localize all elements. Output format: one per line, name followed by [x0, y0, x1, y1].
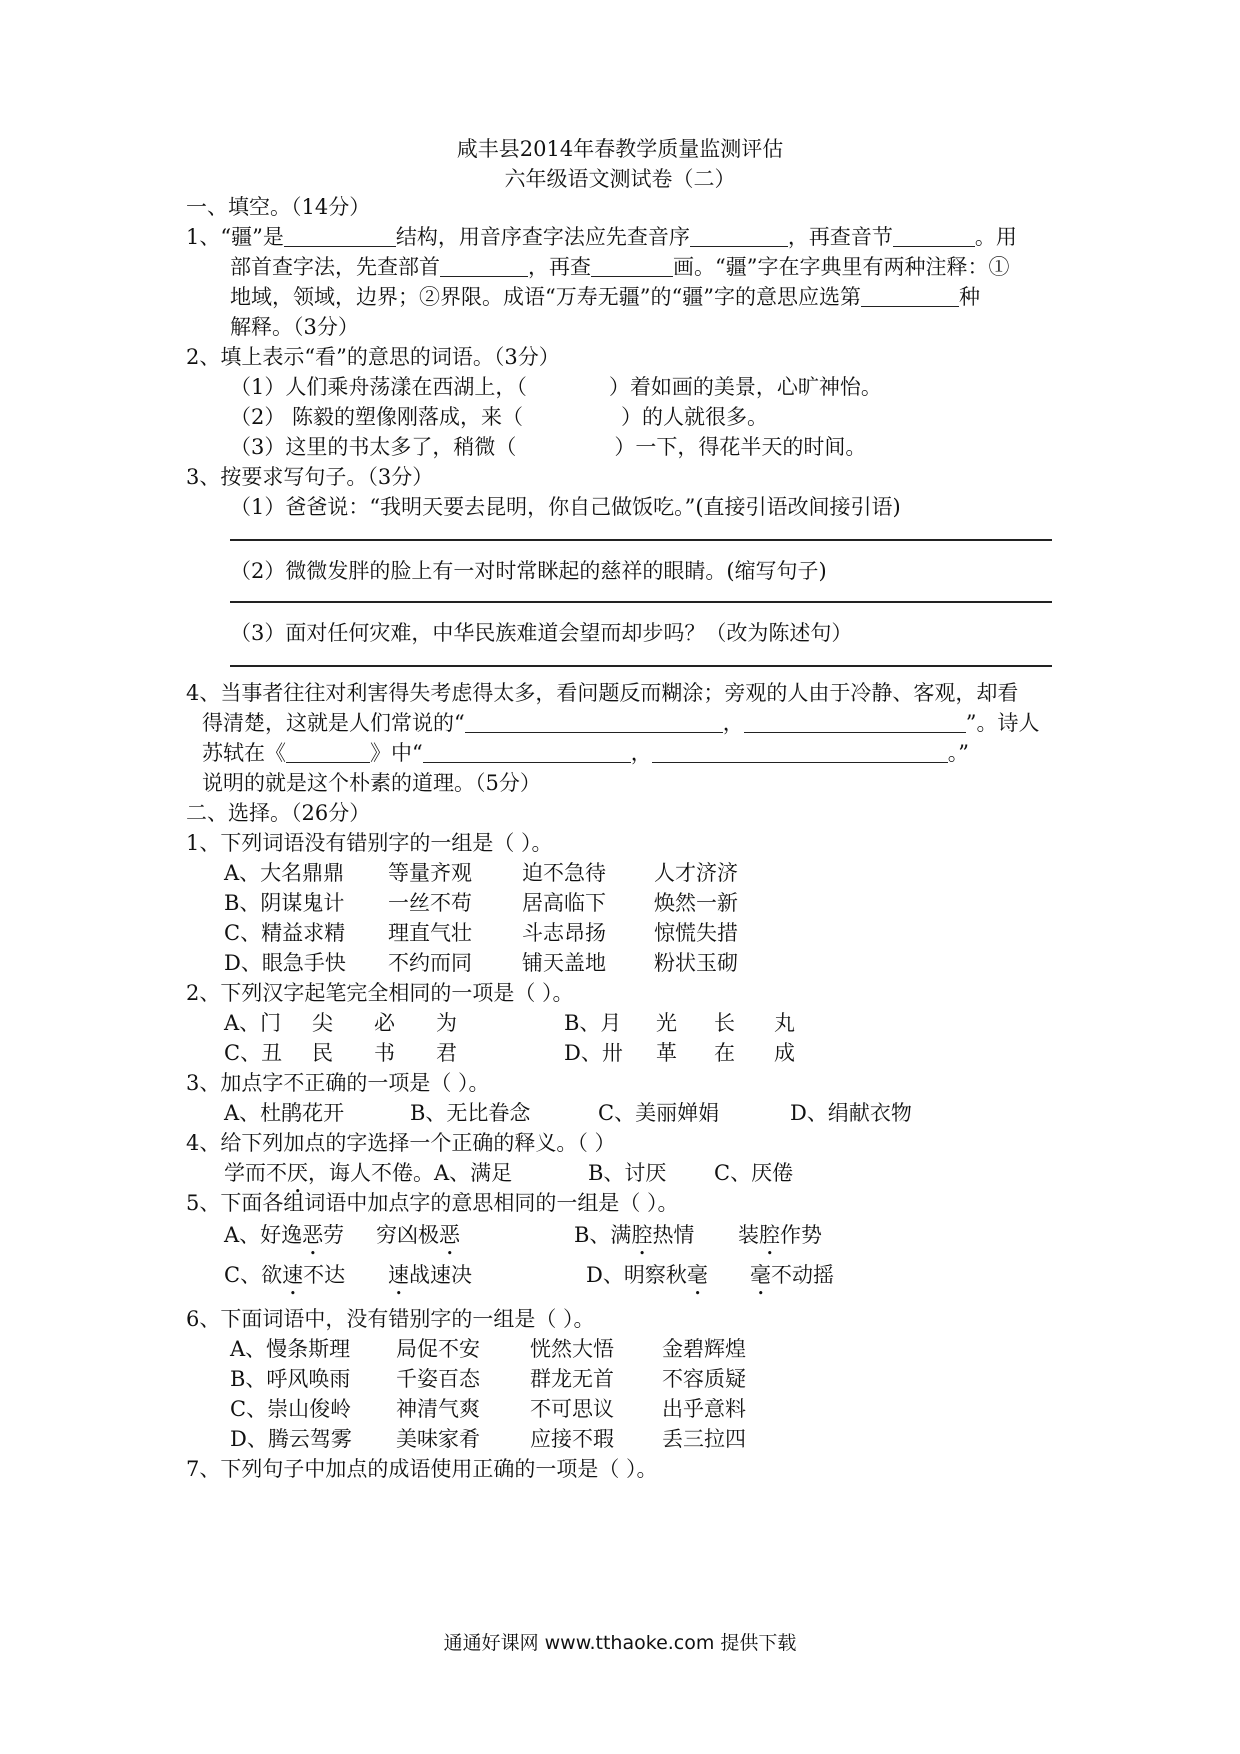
answer-line[interactable]	[230, 665, 1052, 667]
s2-q2-option-b: B、月 光 长 丸	[564, 1011, 795, 1035]
exam-subtitle: 六年级语文测试卷（二）	[504, 167, 736, 191]
answer-blank[interactable]	[652, 740, 948, 763]
s2-q1-option-a: A、大名鼎鼎 等量齐观 迫不急待 人才济济	[224, 861, 738, 885]
answer-blank[interactable]	[744, 710, 966, 733]
s2-q6-option-b: B、呼风唤雨 千姿百态 群龙无首 不容质疑	[230, 1367, 746, 1391]
s1-q1-line3: 地域，领域，边界；②界限。成语“万寿无疆”的“疆”字的意思应选第 种	[230, 285, 980, 309]
s2-q2-option-c: C、丑 民 书 君	[224, 1041, 457, 1065]
s1-q3-heading: 3、按要求写句子。（3分）	[186, 465, 434, 489]
exam-title: 咸丰县2014年春教学质量监测评估	[456, 137, 784, 161]
s2-q6-option-a: A、慢条斯理 局促不安 恍然大悟 金碧辉煌	[230, 1337, 746, 1361]
answer-blank[interactable]	[893, 224, 975, 247]
section-1-heading: 一、填空。（14分）	[186, 195, 371, 219]
s1-q2-item1: （1）人们乘舟荡漾在西湖上，（ ）着如画的美景，心旷神怡。	[230, 375, 882, 399]
answer-blank[interactable]	[286, 740, 370, 763]
s1-q3-item2: （2）微微发胖的脸上有一对时常眯起的慈祥的眼睛。(缩写句子)	[230, 559, 827, 583]
s2-q2-option-d: D、卅 革 在 成	[564, 1041, 795, 1065]
s2-q3-options: A、杜鹃花开 B、无比眷念 C、美丽婵娟 D、绢献衣物	[224, 1101, 912, 1125]
s2-q1-option-d: D、眼急手快 不约而同 铺天盖地 粉状玉砌	[224, 951, 738, 975]
answer-line[interactable]	[230, 539, 1052, 541]
s1-q1-line2: 部首查字法，先查部首 ，再查 画。“疆”字在字典里有两种注释：①	[230, 255, 1010, 279]
s2-q5-row1: A、好逸恶劳 穷凶极恶 B、满腔热情 装腔作势	[224, 1223, 822, 1247]
answer-line[interactable]	[230, 601, 1052, 603]
s2-q6-option-c: C、崇山俊岭 神清气爽 不可思议 出乎意料	[230, 1397, 746, 1421]
s1-q1-line4: 解释。（3分）	[230, 315, 359, 339]
answer-blank[interactable]	[284, 224, 396, 247]
s2-q1-option-b: B、阴谋鬼计 一丝不苟 居高临下 焕然一新	[224, 891, 738, 915]
s2-q4-options: 学而不厌，诲人不倦。A、满足 B、讨厌 C、厌倦	[224, 1161, 794, 1185]
s1-q2-heading: 2、填上表示“看”的意思的词语。（3分）	[186, 345, 560, 369]
s1-q3-item3: （3）面对任何灾难，中华民族难道会望而却步吗？（改为陈述句）	[230, 621, 853, 645]
s1-q4-line3: 苏轼在《 》中“ ， 。”	[202, 741, 969, 765]
s2-q4-heading: 4、给下列加点的字选择一个正确的释义。（ ）	[186, 1131, 616, 1155]
answer-blank[interactable]	[465, 710, 723, 733]
s2-q2-heading: 2、下列汉字起笔完全相同的一项是（ ）。	[186, 981, 574, 1005]
section-2-heading: 二、选择。（26分）	[186, 801, 371, 825]
s2-q2-option-a: A、门 尖 必 为	[224, 1011, 457, 1035]
answer-blank[interactable]	[861, 284, 959, 307]
s2-q3-heading: 3、加点字不正确的一项是（ ）。	[186, 1071, 490, 1095]
s2-q1-heading: 1、下列词语没有错别字的一组是（ ）。	[186, 831, 553, 855]
s1-q2-item3: （3）这里的书太多了，稍微（ ）一下，得花半天的时间。	[230, 435, 867, 459]
s2-q7-heading: 7、下列句子中加点的成语使用正确的一项是（ ）。	[186, 1457, 658, 1481]
s2-q5-row2: C、欲速不达 速战速决 D、明察秋毫 毫不动摇	[224, 1263, 834, 1287]
answer-blank[interactable]	[591, 254, 673, 277]
s1-q4-line4: 说明的就是这个朴素的道理。（5分）	[202, 771, 541, 795]
s1-q4-line2: 得清楚，这就是人们常说的“ ， ”。诗人	[202, 711, 1040, 735]
s2-q1-option-c: C、精益求精 理直气壮 斗志昂扬 惊慌失措	[224, 921, 738, 945]
s1-q4-line1: 4、当事者往往对利害得失考虑得太多，看问题反而糊涂；旁观的人由于冷静、客观，却看	[186, 681, 1019, 705]
answer-blank[interactable]	[440, 254, 528, 277]
s2-q6-option-d: D、腾云驾雾 美味家肴 应接不瑕 丢三拉四	[230, 1427, 746, 1451]
s1-q1-line1: 1、“疆”是 结构，用音序查字法应先查音序 ，再查音节 。用	[186, 225, 1017, 249]
page-footer: 通通好课网 www.tthaoke.com 提供下载	[443, 1632, 797, 1654]
s1-q3-item1: （1）爸爸说：“我明天要去昆明，你自己做饭吃。”(直接引语改间接引语)	[230, 495, 901, 519]
answer-blank[interactable]	[690, 224, 788, 247]
s1-q2-item2: （2） 陈毅的塑像刚落成，来（ ）的人就很多。	[230, 405, 769, 429]
s2-q5-heading: 5、下面各组词语中加点字的意思相同的一组是（ ）。	[186, 1191, 679, 1215]
s2-q6-heading: 6、下面词语中，没有错别字的一组是（ ）。	[186, 1307, 595, 1331]
answer-blank[interactable]	[423, 740, 631, 763]
